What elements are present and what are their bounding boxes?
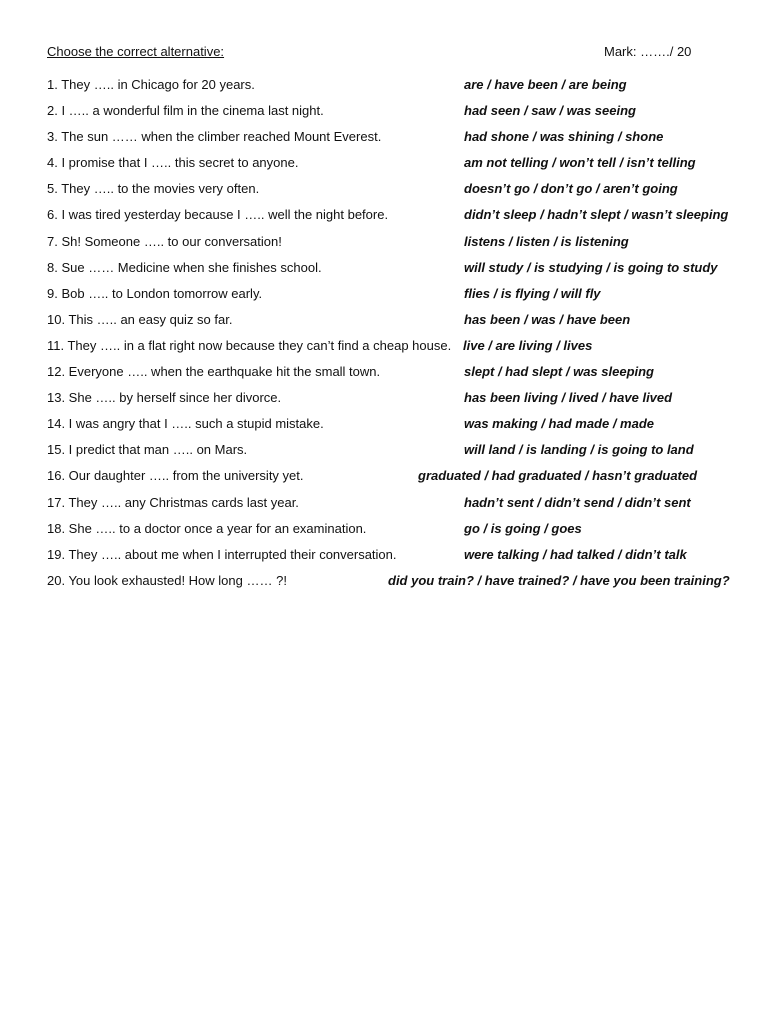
answer-options: didn’t sleep / hadn’t slept / wasn’t sleeping <box>464 207 729 223</box>
question-row <box>47 77 737 103</box>
mark-label: Mark: ……./ 20 <box>604 44 692 59</box>
question-text: 12. Everyone ….. when the earthquake hit the small town. <box>47 364 381 380</box>
instruction-title: Choose the correct alternative: <box>47 44 225 59</box>
question-row <box>47 181 737 207</box>
answer-options: are / have been / are being <box>464 77 627 92</box>
answer-options: go / is going / goes <box>464 520 582 536</box>
question-row <box>47 286 737 312</box>
answer-options: had seen / saw / was seeing <box>464 103 636 119</box>
question-row <box>47 573 737 599</box>
question-text: 9. Bob ….. to London tomorrow early. <box>47 285 263 301</box>
question-text: 17. They ….. any Christmas cards last year. <box>47 494 299 510</box>
question-row <box>47 129 737 155</box>
question-text: 6. I was tired yesterday because I ….. well the night before. <box>47 207 389 223</box>
question-row <box>47 521 737 547</box>
question-text: 5. They ….. to the movies very often. <box>47 181 260 197</box>
question-text: 7. Sh! Someone ….. to our conversation! <box>47 233 282 249</box>
question-row <box>47 364 737 390</box>
question-text: 11. They ….. in a flat right now because they can’t find a cheap house. <box>47 337 452 353</box>
question-row <box>47 207 737 233</box>
answer-options: doesn’t go / don’t go / aren’t going <box>464 181 678 197</box>
question-text: 10. This ….. an easy quiz so far. <box>47 311 233 327</box>
question-row <box>47 103 737 129</box>
answer-options: will land / is landing / is going to land <box>464 442 694 458</box>
question-text: 8. Sue …… Medicine when she finishes school. <box>47 259 322 275</box>
question-row <box>47 234 737 260</box>
answer-options: has been living / lived / have lived <box>464 390 673 406</box>
question-text: 13. She ….. by herself since her divorce. <box>47 390 282 406</box>
question-text: 14. I was angry that I ….. such a stupid mistake. <box>47 416 324 432</box>
question-text: 3. The sun …… when the climber reached Mount Everest. <box>47 129 382 145</box>
question-text: 1. They ….. in Chicago for 20 years. <box>47 77 255 92</box>
answer-options: listens / listen / is listening <box>464 233 629 249</box>
answer-options: was making / had made / made <box>464 416 655 432</box>
answer-options: graduated / had graduated / hasn’t graduated <box>418 468 698 484</box>
answer-options: live / are living / lives <box>463 337 593 353</box>
question-text: 4. I promise that I ….. this secret to anyone. <box>47 155 299 171</box>
answer-options: did you train? / have trained? / have you been training? <box>388 572 730 588</box>
question-text: 20. You look exhausted! How long …… ?! <box>47 572 287 588</box>
worksheet-header <box>47 44 707 62</box>
answer-options: has been / was / have been <box>464 311 631 327</box>
answer-options: will study / is studying / is going to study <box>464 259 718 275</box>
question-row <box>47 155 737 181</box>
question-text: 16. Our daughter ….. from the university yet. <box>47 468 304 484</box>
question-row <box>47 468 737 494</box>
answer-options: had shone / was shining / shone <box>464 129 664 145</box>
question-row <box>47 416 737 442</box>
answer-options: flies / is flying / will fly <box>464 285 601 301</box>
question-text: 15. I predict that man ….. on Mars. <box>47 442 248 458</box>
question-row <box>47 312 737 338</box>
question-row <box>47 547 737 573</box>
question-list <box>47 77 737 599</box>
answer-options: hadn’t sent / didn’t send / didn’t sent <box>464 494 691 510</box>
question-text: 2. I ….. a wonderful film in the cinema last night. <box>47 103 324 119</box>
question-row <box>47 390 737 416</box>
question-row <box>47 495 737 521</box>
answer-options: am not telling / won’t tell / isn’t telling <box>464 155 696 171</box>
question-text: 19. They ….. about me when I interrupted their conversation. <box>47 546 397 562</box>
question-row <box>47 442 737 468</box>
answer-options: were talking / had talked / didn’t talk <box>464 546 687 562</box>
question-text: 18. She ….. to a doctor once a year for an examination. <box>47 520 367 536</box>
question-row <box>47 260 737 286</box>
answer-options: slept / had slept / was sleeping <box>464 364 654 380</box>
question-row <box>47 338 737 364</box>
